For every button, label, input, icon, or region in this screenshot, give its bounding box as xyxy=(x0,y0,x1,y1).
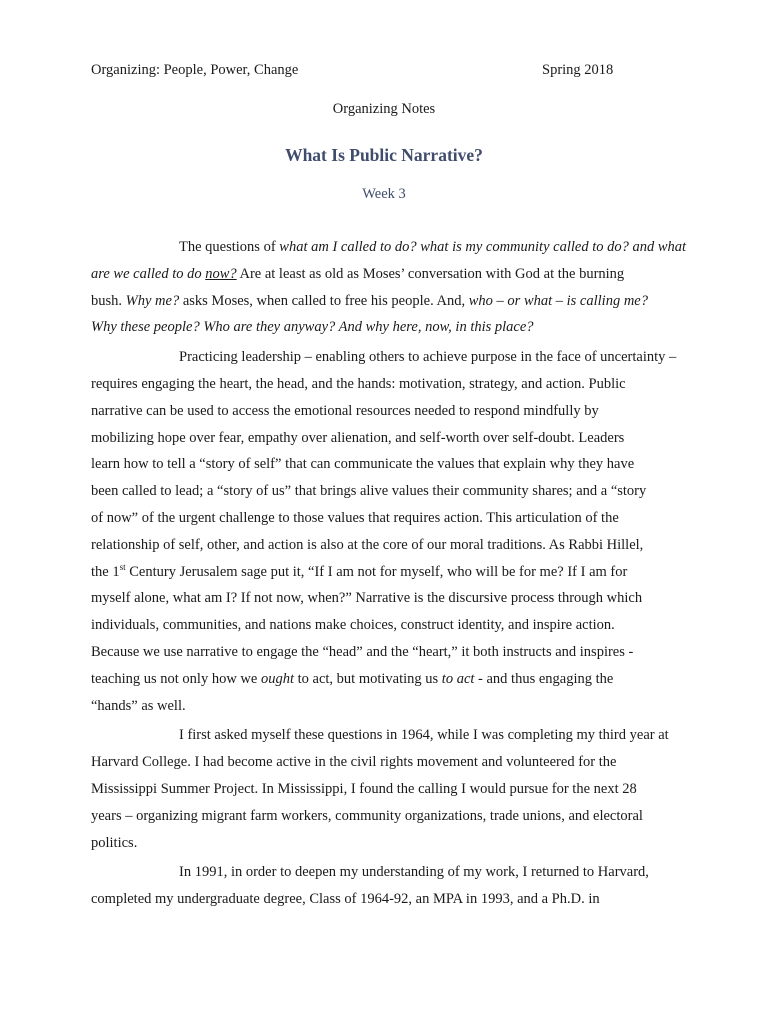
text-line xyxy=(91,886,681,913)
term-header: Spring 2018 xyxy=(542,62,614,78)
week-label: Week 3 xyxy=(362,186,406,202)
text-run: politics. xyxy=(91,834,138,851)
text-run: completed my undergraduate degree, Class of 1964-92, an MPA in 1993, and a Ph.D. in xyxy=(91,891,600,908)
text-line xyxy=(91,505,681,532)
text-line xyxy=(91,612,681,639)
text-line xyxy=(91,666,681,693)
text-line xyxy=(91,722,681,749)
text-run: Century Jerusalem sage put it, “If I am not for myself, who will be for me? If I am for xyxy=(125,563,628,580)
text-run: The questions of xyxy=(179,239,280,255)
text-run: Mississippi Summer Project. In Mississippi, I found the calling I would pursue for the next 28 xyxy=(91,780,637,797)
text-line xyxy=(91,288,681,315)
paragraph xyxy=(91,344,681,719)
superscript-run: st xyxy=(119,561,126,572)
text-run: the 1 xyxy=(91,563,120,580)
text-run: Are at least as old as Moses’ conversation with God at the burning xyxy=(236,265,625,282)
italic-underlined-run: now? xyxy=(205,265,237,282)
text-line xyxy=(91,261,681,288)
text-line xyxy=(91,234,687,261)
notes-label: Organizing Notes xyxy=(332,101,436,117)
text-line xyxy=(91,398,681,425)
text-run: bush. xyxy=(91,292,126,309)
text-line xyxy=(91,585,681,612)
text-line xyxy=(91,451,681,478)
text-line xyxy=(91,693,681,720)
text-run: Because we use narrative to engage the “head” and the “heart,” it both instructs and inspires - xyxy=(91,643,634,660)
text-run: mobilizing hope over fear, empathy over alienation, and self-worth over self-doubt. Leaders xyxy=(91,429,625,446)
course-header: Organizing: People, Power, Change xyxy=(91,62,299,78)
text-run: to act, but motivating us xyxy=(293,670,442,687)
paragraph xyxy=(91,859,681,913)
text-run: of now” of the urgent challenge to those values that requires action. This articulation of the xyxy=(91,509,619,526)
text-run: myself alone, what am I? If not now, when?” Narrative is the discursive process through which xyxy=(91,590,643,607)
text-run: I first asked myself these questions in 1964, while I was completing my third year at xyxy=(179,727,669,744)
text-run: narrative can be used to access the emotional resources needed to respond mindfully by xyxy=(91,402,599,419)
text-run: asks Moses, when called to free his people. And, xyxy=(179,292,469,309)
text-line xyxy=(91,830,681,857)
text-run: - and thus engaging the xyxy=(474,670,614,687)
text-run: learn how to tell a “story of self” that can communicate the values that explain why they have xyxy=(91,456,635,473)
italic-run: Why these people? Who are they anyway? And why here, now, in this place? xyxy=(91,319,534,336)
text-run: individuals, communities, and nations make choices, construct identity, and inspire action. xyxy=(91,617,615,634)
body-text xyxy=(91,234,687,916)
text-line xyxy=(91,532,681,559)
text-line xyxy=(91,639,681,666)
text-run: Harvard College. I had become active in the civil rights movement and volunteered for the xyxy=(91,754,617,771)
text-run: teaching us not only how we xyxy=(91,670,261,687)
text-run: years – organizing migrant farm workers, community organizations, trade unions, and electoral xyxy=(91,807,643,824)
text-line xyxy=(91,314,681,341)
text-line xyxy=(91,371,681,398)
text-line xyxy=(91,344,681,371)
text-line xyxy=(91,478,681,505)
text-line xyxy=(91,559,681,586)
text-run: “hands” as well. xyxy=(91,697,186,714)
text-line xyxy=(91,859,681,886)
text-line xyxy=(91,425,681,452)
text-line xyxy=(91,749,681,776)
text-line xyxy=(91,776,681,803)
text-run: Practicing leadership – enabling others to achieve purpose in the face of uncertainty – xyxy=(179,349,677,366)
italic-run: what am I called to do? what is my community called to do? and what xyxy=(279,239,687,255)
italic-run: ought xyxy=(260,670,294,687)
document-title: What Is Public Narrative? xyxy=(285,145,483,165)
paragraph xyxy=(91,234,687,341)
text-run: relationship of self, other, and action is also at the core of our moral traditions. As Rabbi Hillel, xyxy=(91,536,644,553)
italic-run: who – or what – is calling me? xyxy=(468,292,648,309)
paragraph xyxy=(91,722,681,856)
italic-run: Why me? xyxy=(125,292,180,309)
text-line xyxy=(91,803,681,830)
text-run: requires engaging the heart, the head, and the hands: motivation, strategy, and action. Public xyxy=(91,375,626,392)
italic-run: to act xyxy=(441,670,475,687)
text-run: been called to lead; a “story of us” that brings alive values their community shares; and a “story xyxy=(91,483,647,500)
text-run: In 1991, in order to deepen my understanding of my work, I returned to Harvard, xyxy=(179,864,649,881)
italic-run: are we called to do xyxy=(91,265,206,282)
